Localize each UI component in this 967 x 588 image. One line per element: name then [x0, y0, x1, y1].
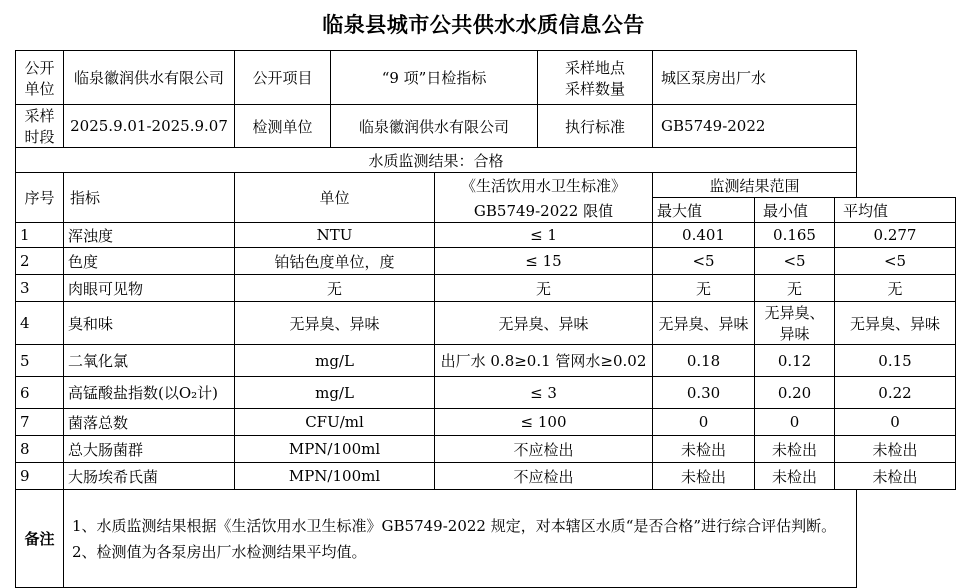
lab-value: 临泉徽润供水有限公司 [331, 105, 538, 148]
unit-value: 临泉徽润供水有限公司 [64, 51, 235, 105]
period-label: 采样时段 [16, 105, 64, 148]
unit-label: 公开单位 [16, 51, 64, 105]
row-indicator: 高锰酸盐指数(以O₂计) [64, 377, 235, 409]
water-quality-table [15, 50, 956, 588]
row-unit: 无异臭、异味 [235, 302, 435, 345]
standard-label: 执行标准 [538, 105, 653, 148]
row-max: 0 [653, 409, 755, 436]
header-standard-line1: 《生活饮用水卫生标准》 [461, 176, 627, 195]
row-limit: ≤ 1 [435, 223, 653, 248]
row-min: 未检出 [755, 463, 835, 490]
result-line: 水质监测结果：合格 [16, 148, 857, 173]
row-unit: MPN/100ml [235, 463, 435, 490]
project-label: 公开项目 [235, 51, 331, 105]
row-avg: 未检出 [835, 463, 956, 490]
row-indicator: 二氧化氯 [64, 345, 235, 377]
row-avg: 0.15 [835, 345, 956, 377]
row-indicator: 浑浊度 [64, 223, 235, 248]
note-line-2: 2、检测值为各泵房出厂水检测结果平均值。 [72, 542, 367, 561]
row-limit: ≤ 100 [435, 409, 653, 436]
row-no: 2 [16, 248, 64, 275]
row-avg: 无异臭、异味 [835, 302, 956, 345]
info-row-1 [16, 51, 956, 105]
info-row-2 [16, 105, 956, 148]
row-indicator: 色度 [64, 248, 235, 275]
row-limit: 出厂水 0.8≥0.1 管网水≥0.02 [435, 345, 653, 377]
row-limit: 不应检出 [435, 436, 653, 463]
row-min: 0.20 [755, 377, 835, 409]
header-row-1 [16, 173, 956, 198]
header-range: 监测结果范围 [653, 173, 857, 198]
row-no: 9 [16, 463, 64, 490]
row-indicator: 菌落总数 [64, 409, 235, 436]
note-line-1: 1、水质监测结果根据《生活饮用水卫生标准》GB5749-2022 规定，对本辖区水质“是否合格”进行综合评估判断。 [72, 516, 837, 535]
header-standard [435, 173, 653, 223]
row-no: 8 [16, 436, 64, 463]
header-standard-line2: GB5749-2022 限值 [473, 201, 614, 220]
row-limit: ≤ 15 [435, 248, 653, 275]
table-row [16, 275, 956, 302]
row-indicator: 总大肠菌群 [64, 436, 235, 463]
table-row [16, 463, 956, 490]
row-max: 未检出 [653, 463, 755, 490]
period-value: 2025.9.01-2025.9.07 [64, 105, 235, 148]
row-min: 0.12 [755, 345, 835, 377]
project-value: “9 项”日检指标 [331, 51, 538, 105]
row-max: 0.30 [653, 377, 755, 409]
header-avg: 平均值 [835, 198, 956, 223]
table-row [16, 302, 956, 345]
row-avg: 0.277 [835, 223, 956, 248]
row-limit: 无 [435, 275, 653, 302]
header-max: 最大值 [653, 198, 755, 223]
row-min: 0 [755, 409, 835, 436]
row-max: <5 [653, 248, 755, 275]
table-row [16, 248, 956, 275]
row-no: 1 [16, 223, 64, 248]
header-indicator: 指标 [64, 173, 235, 223]
row-unit: mg/L [235, 377, 435, 409]
table-row [16, 377, 956, 409]
row-unit: CFU/ml [235, 409, 435, 436]
row-no: 7 [16, 409, 64, 436]
row-max: 0.18 [653, 345, 755, 377]
row-max: 无异臭、异味 [653, 302, 755, 345]
row-unit: NTU [235, 223, 435, 248]
row-min: 0.165 [755, 223, 835, 248]
row-avg: 未检出 [835, 436, 956, 463]
sample-value: 城区泵房出厂水 [653, 51, 857, 105]
row-avg: 0.22 [835, 377, 956, 409]
row-indicator: 大肠埃希氏菌 [64, 463, 235, 490]
row-avg: 0 [835, 409, 956, 436]
row-no: 3 [16, 275, 64, 302]
row-max: 0.401 [653, 223, 755, 248]
row-max: 未检出 [653, 436, 755, 463]
row-no: 5 [16, 345, 64, 377]
row-limit: 无异臭、异味 [435, 302, 653, 345]
row-unit: mg/L [235, 345, 435, 377]
row-min: 无 [755, 275, 835, 302]
sample-label [538, 51, 653, 105]
header-seq: 序号 [16, 173, 64, 223]
notes-content [64, 490, 857, 588]
header-unit: 单位 [235, 173, 435, 223]
row-no: 4 [16, 302, 64, 345]
table-row [16, 223, 956, 248]
row-indicator: 臭和味 [64, 302, 235, 345]
row-avg: <5 [835, 248, 956, 275]
table-row [16, 436, 956, 463]
sample-count-label: 采样数量 [565, 79, 626, 98]
standard-value: GB5749-2022 [653, 105, 857, 148]
row-min: 无异臭、异味 [755, 302, 835, 345]
row-no: 6 [16, 377, 64, 409]
header-min: 最小值 [755, 198, 835, 223]
result-row [16, 148, 956, 173]
row-limit: 不应检出 [435, 463, 653, 490]
row-indicator: 肉眼可见物 [64, 275, 235, 302]
row-unit: 铂钴色度单位，度 [235, 248, 435, 275]
row-unit: 无 [235, 275, 435, 302]
notes-label: 备注 [16, 490, 64, 588]
row-min: 未检出 [755, 436, 835, 463]
row-avg: 无 [835, 275, 956, 302]
row-min: <5 [755, 248, 835, 275]
row-max: 无 [653, 275, 755, 302]
sample-location-label: 采样地点 [565, 58, 626, 77]
page-title: 临泉县城市公共供水水质信息公告 [322, 13, 645, 37]
lab-label: 检测单位 [235, 105, 331, 148]
row-unit: MPN/100ml [235, 436, 435, 463]
row-limit: ≤ 3 [435, 377, 653, 409]
table-row [16, 409, 956, 436]
notes-row [16, 490, 956, 588]
table-row [16, 345, 956, 377]
